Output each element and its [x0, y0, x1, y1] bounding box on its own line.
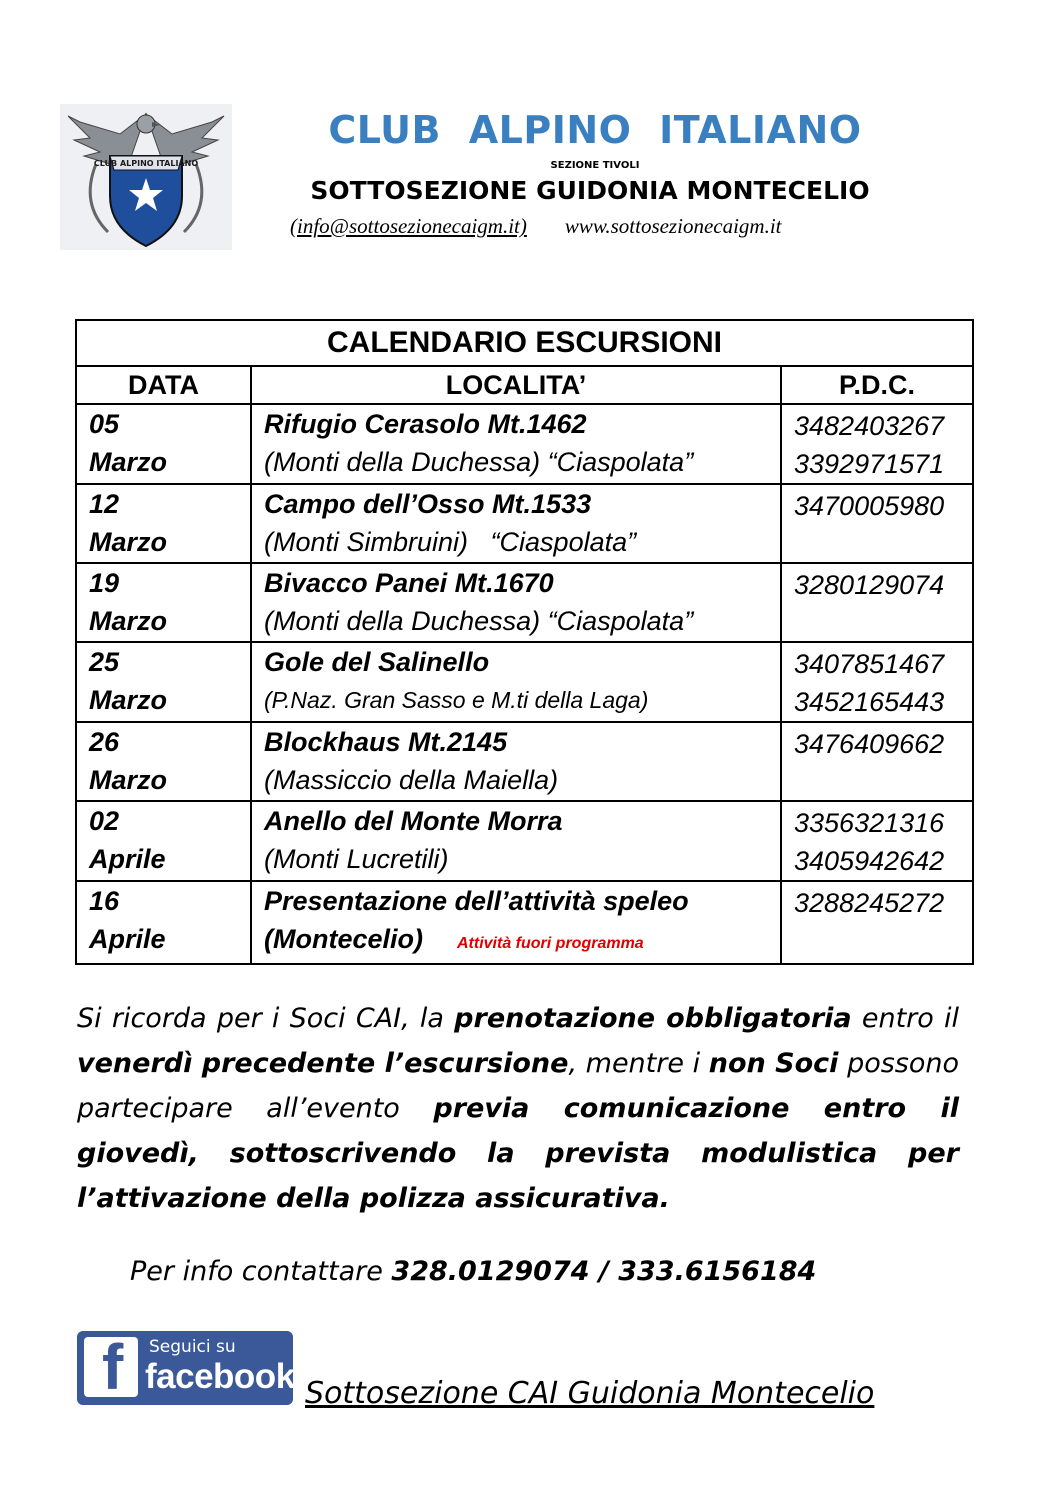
facebook-wordmark: facebook — [145, 1357, 295, 1396]
location-cell — [251, 563, 781, 642]
phone-number: 3452165443 — [794, 687, 945, 717]
phone-number: 3482403267 — [794, 411, 945, 441]
pdc-cell — [781, 722, 973, 801]
date-cell — [76, 484, 251, 563]
pdc-cell — [781, 801, 973, 881]
pdc-cell — [781, 404, 973, 484]
place-detail: (Montecelio) — [264, 924, 423, 954]
location-cell — [251, 801, 781, 881]
sottosezione-title: SOTTOSEZIONE GUIDONIA MONTECELIO — [310, 176, 870, 205]
month: Marzo — [89, 527, 168, 557]
out-of-program-note: Attività fuori programma — [457, 935, 644, 952]
month: Aprile — [89, 844, 166, 874]
seguici-label: Seguici su — [149, 1337, 236, 1357]
club-title: CLUB ALPINO ITALIANO — [328, 108, 862, 152]
notice-text: entro il — [851, 1003, 959, 1034]
phone-number: 3280129074 — [794, 570, 945, 600]
phone-number: 3356321316 — [794, 808, 945, 838]
day: 02 — [89, 806, 120, 836]
location-cell — [251, 881, 781, 964]
place-name: Gole del Salinello — [264, 647, 490, 677]
column-header-data: DATA — [76, 366, 251, 404]
location-cell — [251, 722, 781, 801]
info-contact-line — [130, 1256, 930, 1287]
phone-number: 3288245272 — [794, 888, 945, 918]
notice-bold: previa comunicazione entro il giovedì, sottoscrivendo la prevista modulistica per l’attivazione della polizza assicurativa. — [77, 1093, 959, 1214]
day: 19 — [89, 568, 120, 598]
notice-bold: non Soci — [708, 1048, 839, 1079]
phone-number: 3476409662 — [794, 729, 945, 759]
month: Marzo — [89, 685, 168, 715]
pdc-cell — [781, 881, 973, 964]
month: Marzo — [89, 765, 168, 795]
facebook-page-link[interactable]: Sottosezione CAI Guidonia Montecelio — [305, 1376, 875, 1411]
place-name: Presentazione dell’attività speleo — [264, 886, 689, 916]
place-detail: (Massiccio della Maiella) — [264, 765, 559, 795]
calendar-table — [75, 319, 974, 965]
location-cell — [251, 484, 781, 563]
table-row — [76, 484, 973, 563]
day: 12 — [89, 489, 120, 519]
place-detail-line — [264, 920, 780, 963]
month: Marzo — [89, 606, 168, 636]
notice-text: possono partecipare all’evento — [77, 1048, 960, 1124]
info-label: Per info contattare — [130, 1256, 392, 1287]
phone-number: 3392971571 — [794, 449, 945, 479]
place-name: Blockhaus Mt.2145 — [264, 727, 508, 757]
day: 25 — [89, 647, 120, 677]
booking-notice — [77, 996, 959, 1221]
phone-number: 3470005980 — [794, 491, 945, 521]
column-header-pdc: P.D.C. — [781, 366, 973, 404]
date-cell — [76, 801, 251, 881]
date-cell — [76, 642, 251, 722]
table-row — [76, 563, 973, 642]
facebook-f-icon: f — [84, 1337, 138, 1397]
website-link[interactable]: www.sottosezionecaigm.it — [564, 214, 782, 238]
notice-bold: prenotazione obbligatoria — [454, 1003, 852, 1034]
day: 16 — [89, 886, 120, 916]
place-name: Anello del Monte Morra — [264, 806, 563, 836]
pdc-cell — [781, 563, 973, 642]
notice-text: , mentre i — [568, 1048, 709, 1079]
calendar-caption: CALENDARIO ESCURSIONI — [76, 320, 973, 366]
place-name: Rifugio Cerasolo Mt.1462 — [264, 409, 587, 439]
phone-number: 3407851467 — [794, 649, 945, 679]
date-cell — [76, 563, 251, 642]
facebook-badge[interactable] — [77, 1331, 293, 1405]
location-cell — [251, 642, 781, 722]
place-detail: (Monti della Duchessa) “Ciaspolata” — [264, 447, 694, 477]
notice-bold: venerdì precedente l’escursione — [77, 1048, 569, 1079]
table-row — [76, 642, 973, 722]
place-detail: (Monti della Duchessa) “Ciaspolata” — [264, 606, 694, 636]
table-row — [76, 722, 973, 801]
place-name: Campo dell’Osso Mt.1533 — [264, 489, 592, 519]
location-cell — [251, 404, 781, 484]
date-cell — [76, 881, 251, 964]
info-numbers: 328.0129074 / 333.6156184 — [391, 1256, 817, 1287]
contacts-line — [290, 214, 782, 239]
logo-badge-text: CLUB ALPINO ITALIANO — [93, 159, 199, 168]
day: 05 — [89, 409, 120, 439]
place-name: Bivacco Panei Mt.1670 — [264, 568, 554, 598]
phone-number: 3405942642 — [794, 846, 945, 876]
column-header-localita: LOCALITA’ — [251, 366, 781, 404]
pdc-cell — [781, 484, 973, 563]
month: Aprile — [89, 924, 166, 954]
cai-logo — [60, 104, 232, 250]
date-cell — [76, 404, 251, 484]
place-detail: (Monti Lucretili) — [264, 844, 449, 874]
notice-text: Si ricorda per i Soci CAI, la — [77, 1003, 455, 1034]
table-row — [76, 801, 973, 881]
pdc-cell — [781, 642, 973, 722]
date-cell — [76, 722, 251, 801]
table-row — [76, 881, 973, 964]
email-link[interactable]: (info@sottosezionecaigm.it) — [290, 214, 527, 238]
month: Marzo — [89, 447, 168, 477]
table-row — [76, 404, 973, 484]
place-detail: (P.Naz. Gran Sasso e M.ti della Laga) — [264, 687, 649, 713]
sezione-label: SEZIONE TIVOLI — [550, 160, 640, 171]
day: 26 — [89, 727, 120, 757]
place-detail: (Monti Simbruini) “Ciaspolata” — [264, 527, 637, 557]
